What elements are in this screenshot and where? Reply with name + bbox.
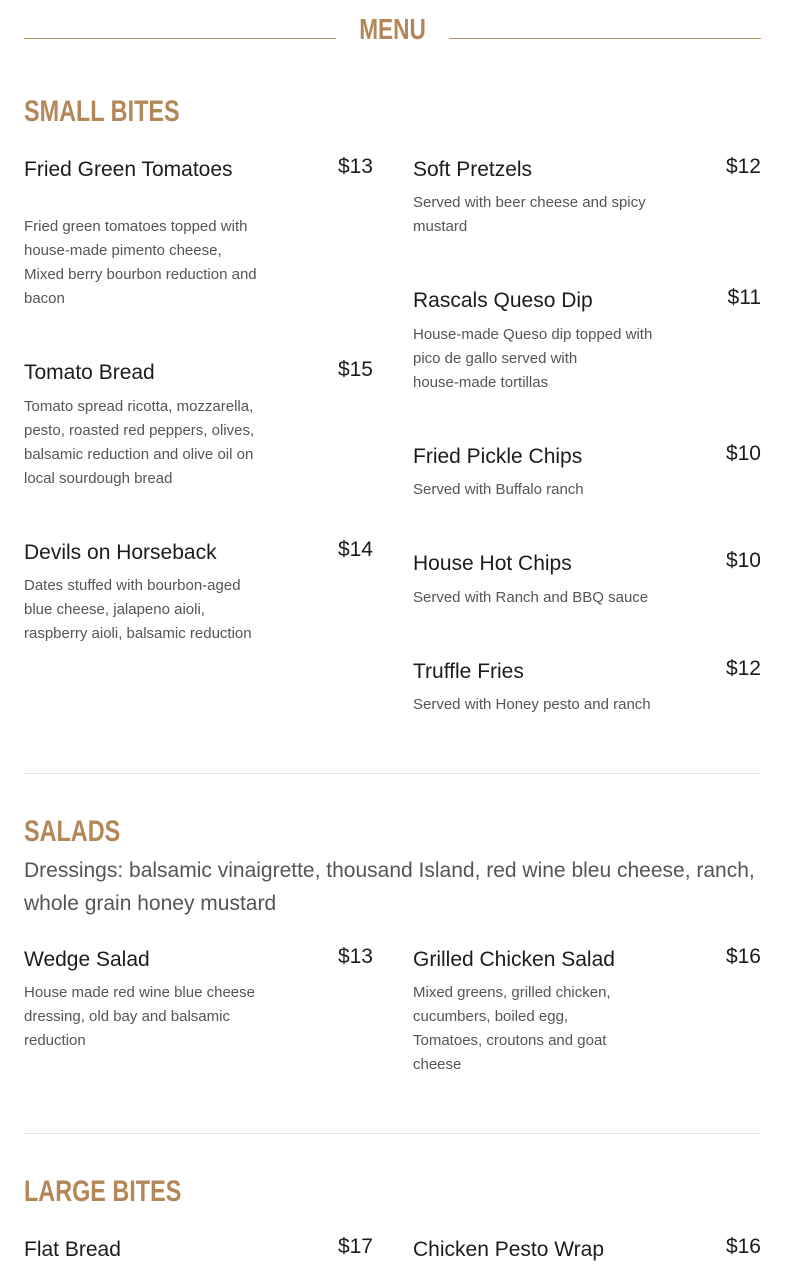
- item-description: Served with Ranch and BBQ sauce: [413, 589, 649, 606]
- item-name: Truffle Fries: [413, 660, 524, 683]
- item-price: $14: [337, 538, 373, 561]
- small-bites-heading: SMALL BITES: [24, 95, 180, 128]
- item-price: $10: [725, 549, 761, 572]
- item-description: House made red wine blue cheese dressing, old bay and balsamic reduction: [24, 984, 255, 1049]
- large-bites-section: [24, 1174, 761, 1210]
- section-divider: [24, 773, 761, 774]
- section-divider: [24, 1133, 761, 1134]
- item-name: Wedge Salad: [24, 948, 150, 971]
- header-rule-right: [449, 38, 761, 39]
- item-name: Fried Pickle Chips: [413, 445, 583, 468]
- item-price: $16: [725, 1235, 761, 1258]
- menu-header: [24, 0, 761, 70]
- item-name: Devils on Horseback: [24, 541, 217, 564]
- item-name: Flat Bread: [24, 1238, 121, 1261]
- menu-title: MENU: [359, 14, 426, 46]
- salads-dressings-note: Dressings: balsamic vinaigrette, thousand Island, red wine bleu cheese, ranch, whole grain honey mustard: [24, 859, 755, 915]
- item-description: Served with beer cheese and spicy mustard: [413, 194, 646, 235]
- item-price: $17: [337, 1235, 373, 1258]
- item-price: $10: [725, 442, 761, 465]
- large-bites-heading: LARGE BITES: [24, 1175, 182, 1208]
- item-price: $15: [337, 358, 373, 381]
- small-bites-section: [24, 94, 761, 130]
- item-name: Grilled Chicken Salad: [413, 948, 615, 971]
- item-price: $16: [725, 945, 761, 968]
- salads-heading: SALADS: [24, 815, 121, 848]
- item-price: $11: [727, 286, 761, 309]
- salads-section: [24, 814, 761, 920]
- item-name: Chicken Pesto Wrap: [413, 1238, 605, 1261]
- item-price: $12: [725, 657, 761, 680]
- item-description: Dates stuffed with bourbon-aged blue cheese, jalapeno aioli, raspberry aioli, balsamic reduction: [24, 577, 252, 642]
- item-price: $13: [337, 155, 373, 178]
- item-description: Served with Buffalo ranch: [413, 481, 584, 498]
- item-description: Fried green tomatoes topped with house-made pimento cheese, Mixed berry bourbon reduction and bacon: [24, 218, 257, 307]
- item-name: House Hot Chips: [413, 552, 572, 575]
- item-description: Tomato spread ricotta, mozzarella, pesto, roasted red peppers, olives, balsamic reduction and olive oil on local sourdough bread: [24, 398, 255, 487]
- item-name: Fried Green Tomatoes: [24, 158, 233, 181]
- item-name: Rascals Queso Dip: [413, 289, 593, 312]
- item-name: Tomato Bread: [24, 361, 155, 384]
- item-price: $13: [337, 945, 373, 968]
- item-name: Soft Pretzels: [413, 158, 533, 181]
- menu-page: [24, 0, 761, 1261]
- item-price: $12: [725, 155, 761, 178]
- item-description: Mixed greens, grilled chicken, cucumbers, boiled egg, Tomatoes, croutons and goat cheese: [413, 984, 611, 1073]
- item-description: Served with Honey pesto and ranch: [413, 696, 651, 713]
- item-description: House-made Queso dip topped with pico de gallo served with house-made tortillas: [413, 326, 653, 391]
